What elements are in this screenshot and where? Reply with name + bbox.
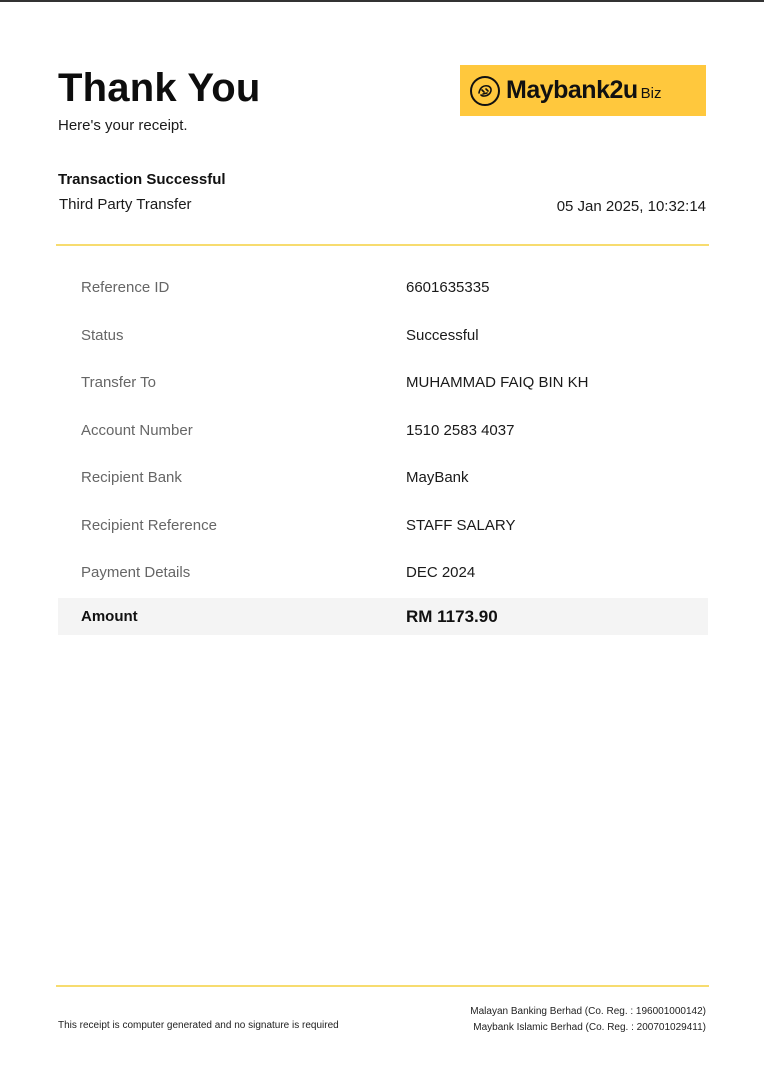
detail-value: Successful: [406, 327, 479, 344]
logo-text: Maybank2u: [506, 76, 638, 104]
detail-label: Status: [81, 327, 124, 344]
transaction-status-heading: Transaction Successful: [58, 171, 226, 188]
page-subtitle: Here's your receipt.: [58, 117, 188, 134]
detail-value: DEC 2024: [406, 564, 476, 581]
amount-row: [58, 598, 708, 635]
detail-row-reference-id: [58, 269, 708, 306]
detail-value: MayBank: [406, 469, 469, 486]
tiger-emblem-icon: [470, 76, 500, 106]
detail-value: STAFF SALARY: [406, 517, 516, 534]
footer-entity-1: Malayan Banking Berhad (Co. Reg. : 196001000142): [470, 1006, 706, 1017]
amount-value: RM 1173.90: [406, 606, 498, 626]
top-border: [0, 0, 764, 2]
footer-disclaimer: This receipt is computer generated and no signature is required: [58, 1020, 339, 1031]
detail-row-payment-details: [58, 554, 708, 591]
transaction-datetime: 05 Jan 2025, 10:32:14: [556, 198, 706, 215]
amount-label: Amount: [81, 608, 138, 625]
detail-label: Payment Details: [81, 564, 191, 581]
transaction-type: Third Party Transfer: [59, 196, 192, 213]
detail-label: Account Number: [81, 422, 193, 439]
detail-row-status: [58, 317, 708, 354]
divider-top: [56, 244, 709, 246]
footer-entity-2: Maybank Islamic Berhad (Co. Reg. : 200701029411): [473, 1022, 706, 1033]
detail-row-recipient-bank: [58, 459, 708, 496]
detail-label: Reference ID: [81, 279, 170, 296]
detail-label: Recipient Bank: [81, 469, 182, 486]
detail-row-account-number: [58, 412, 708, 449]
logo-suffix: Biz: [640, 85, 662, 102]
footer-entities: [470, 1004, 706, 1036]
page-title: Thank You: [58, 66, 261, 110]
detail-value: 1510 2583 4037: [406, 422, 515, 439]
divider-bottom: [56, 985, 709, 987]
detail-row-transfer-to: [58, 364, 708, 401]
detail-value: 6601635335: [406, 279, 490, 296]
detail-value: MUHAMMAD FAIQ BIN KH: [406, 374, 589, 391]
detail-row-recipient-reference: [58, 507, 708, 544]
maybank2u-biz-logo: [460, 65, 706, 116]
detail-label: Recipient Reference: [81, 517, 217, 534]
detail-label: Transfer To: [81, 374, 157, 391]
